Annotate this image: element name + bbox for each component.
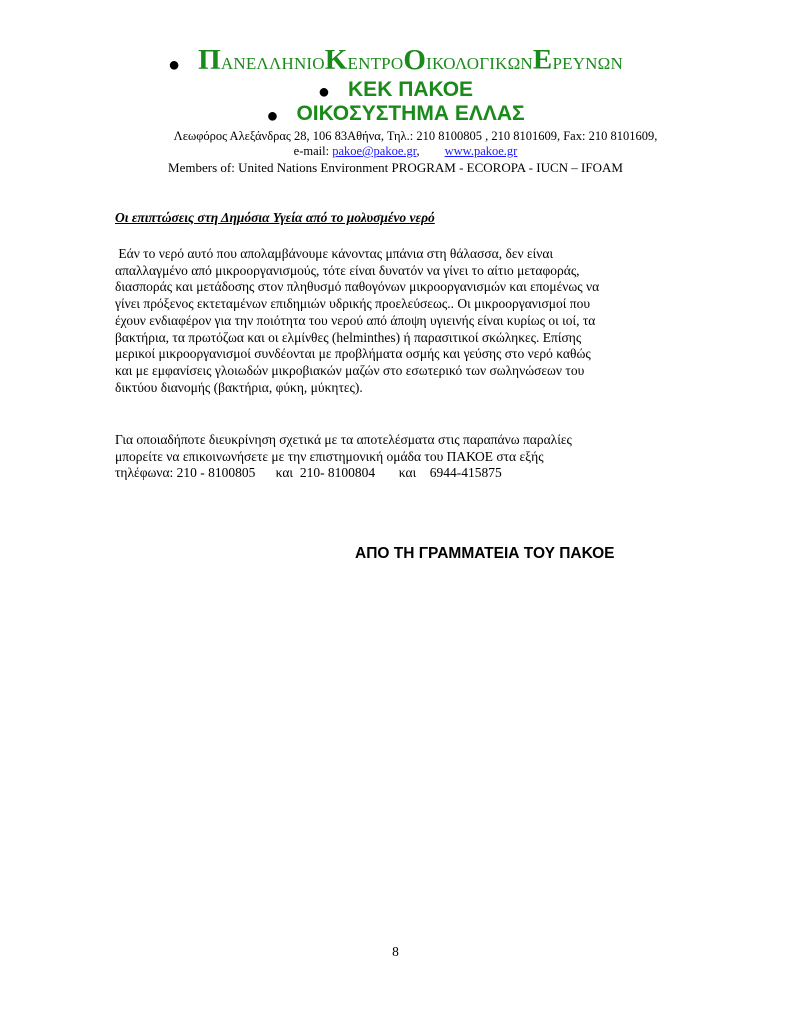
paragraph-line: απαλλαγμένο από μικροοργανισμούς, τότε είναι δυνατόν να γίνει το αίτιο μεταφοράς, (115, 262, 580, 278)
bullet-icon: ● (317, 80, 331, 103)
org-word: ΑΝΕΛΛΗΝΙΟ (220, 54, 325, 73)
organization-name-line (0, 44, 791, 77)
website-link[interactable]: www.pakoe.gr (444, 144, 518, 158)
ecosystem-title: ΟΙΚΟΣΥΣΤΗΜΑ ΕΛΛΑΣ (296, 102, 525, 125)
bullet-icon: ● (266, 104, 279, 127)
page-number: 8 (392, 944, 399, 959)
org-initial: Ο (403, 44, 427, 76)
paragraph-line: τηλέφωνα: 210 - 8100805 και 210- 8100804 και 6944-415875 (115, 465, 502, 481)
paragraph-line: μερικοί μικροοργανισμοί συνδέονται με προβλήματα οσμής και γεύσης στο νερό καθώς (115, 346, 591, 362)
organization-name (198, 44, 623, 76)
org-word: ΙΚΟΛΟΓΙΚΩΝ (426, 54, 533, 73)
paragraph-line: Για οποιαδήποτε διευκρίνηση σχετικά με τα αποτελέσματα στις παραπάνω παραλίες (115, 432, 572, 447)
org-word: ΕΝΤΡΟ (347, 54, 404, 73)
paragraph-line: μπορείτε να επικοινωνήσετε με την επιστημονική ομάδα του ΠΑΚΟΕ στα εξής (115, 448, 544, 464)
org-word: ΡΕΥΝΩΝ (552, 54, 623, 73)
members-line: Members of: United Nations Environment PROGRAM - ECOROPA - IUCN – IFOAM (168, 160, 623, 175)
email-link[interactable]: pakoe@pakoe.gr (332, 144, 417, 158)
address-line: Λεωφόρος Αλεξάνδρας 28, 106 83Αθήνα, Τηλ.: 210 8100805 , 210 8101609, Fax: 210 8101609, (173, 129, 658, 143)
section-heading: Οι επιπτώσεις στη Δημόσια Υγεία από το μολυσμένο νερό (115, 210, 435, 225)
paragraph-line: και με εμφανίσεις γλοιωδών μικροβιακών μαζών στο εσωτερικό των σωληνώσεων του (115, 362, 585, 378)
signature: ΑΠΟ ΤΗ ΓΡΑΜΜΑΤΕΙΑ ΤΟΥ ΠΑΚΟΕ (355, 545, 615, 562)
org-initial: Π (198, 44, 221, 76)
ecosystem-line (0, 102, 791, 128)
org-initial: Κ (324, 44, 348, 76)
paragraph-line: γίνει πρόξενος εκτεταμένων επιδημιών υδρικής προελεύσεως.. Οι μικροοργανισμοί που (115, 296, 591, 312)
paragraph-health-effects (115, 246, 675, 396)
bullet-icon: ● (168, 53, 181, 76)
paragraph-line: δικτύου διανομής (βακτήρια, φύκη, μύκητες). (115, 379, 363, 395)
kek-pakoe-line (0, 78, 791, 104)
paragraph-line: Εάν το νερό αυτό που απολαμβάνουμε κάνοντας μπάνια στη θάλασσα, δεν είναι (115, 246, 554, 261)
email-label: e-mail: (293, 144, 330, 158)
email-website-line: e-mail: pakoe@pakoe.gr, www.pakoe.gr (293, 144, 518, 158)
paragraph-line: διασποράς και μετάδοσης στον πληθυσμό παθογόνων μικροοργανισμών και επομένως να (115, 279, 600, 295)
paragraph-line: βακτήρια, τα πρωτόζωα και οι ελμίνθες (helminthes) ή παρασιτικοί σκώληκες. Επίσης (115, 329, 582, 345)
paragraph-line: έχουν ενδιαφέρον για την ποιότητα του νερού από άποψη υγιεινής είναι κυρίως οι ιοί, τα (115, 312, 596, 328)
paragraph-contact-info (115, 432, 675, 482)
org-initial: Ε (532, 44, 553, 76)
kek-pakoe-title: ΚΕΚ ΠΑΚΟΕ (348, 78, 474, 101)
